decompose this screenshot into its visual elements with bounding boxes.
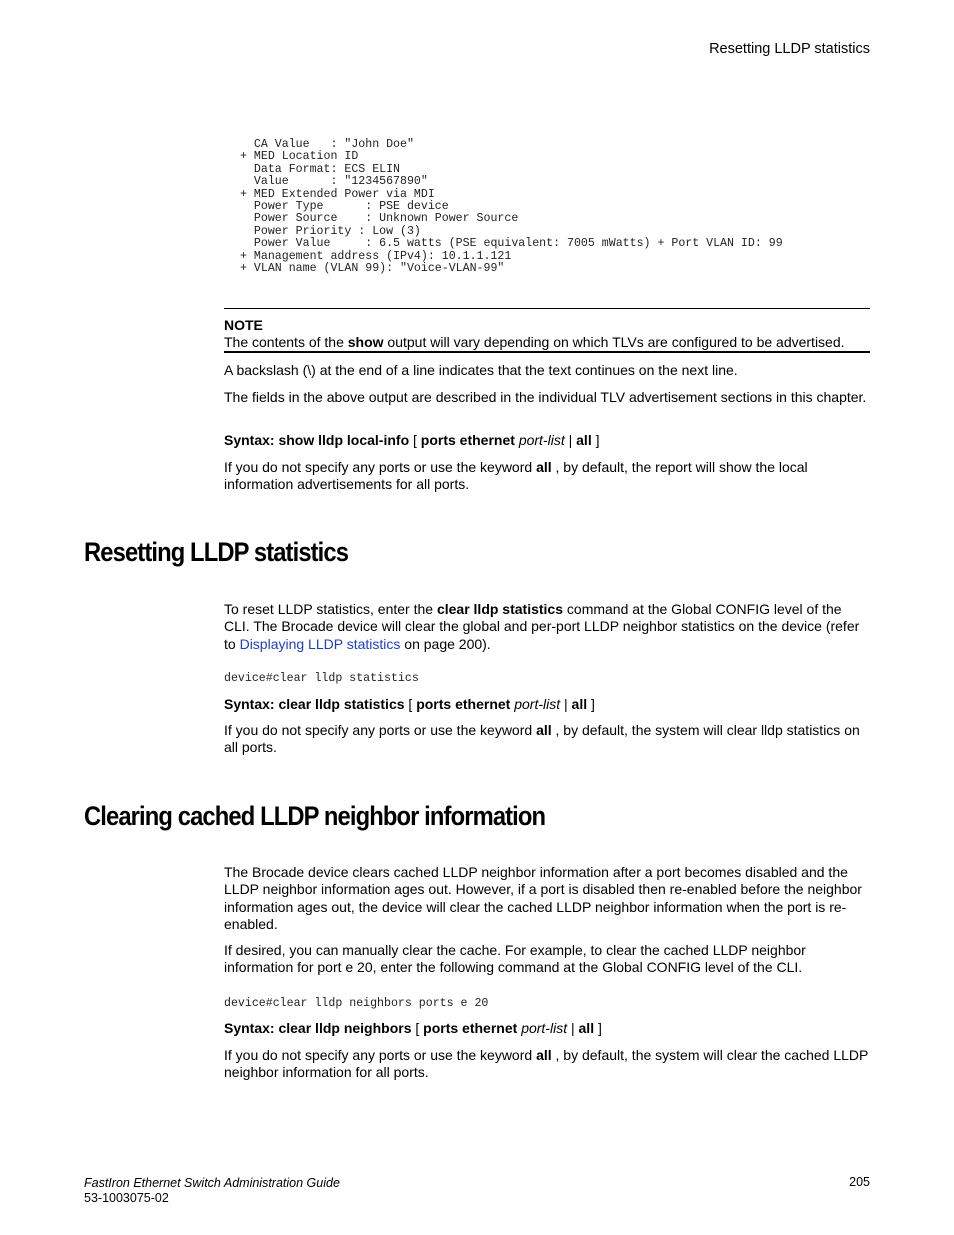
paragraph: If you do not specify any ports or use the keyword all , by default, the report will show the local information advertisements for all ports.	[224, 459, 808, 493]
running-header: Resetting LLDP statistics	[709, 41, 870, 57]
cross-reference-link[interactable]: Displaying LLDP statistics	[239, 635, 401, 652]
syntax-line: Syntax: show lldp local-info [ ports ethernet port-list | all ]	[224, 432, 600, 448]
code-line: + VLAN name (VLAN 99): "Voice-VLAN-99"	[240, 262, 505, 276]
code-line: Value : "1234567890"	[240, 175, 428, 189]
code-line: Power Priority : Low (3)	[240, 224, 421, 238]
code-block	[240, 139, 783, 275]
section-heading: Resetting LLDP statistics	[84, 537, 349, 567]
note-top-rule	[224, 308, 870, 309]
syntax-line: Syntax: clear lldp neighbors [ ports ethernet port-list | all ]	[224, 1020, 602, 1036]
paragraph: If you do not specify any ports or use the keyword all , by default, the system will clear lldp statistics on all ports.	[224, 722, 860, 756]
page-number: 205	[849, 1175, 870, 1189]
paragraph: The fields in the above output are described in the individual TLV advertisement sections in this chapter.	[224, 389, 867, 405]
code-line: + MED Location ID	[240, 150, 359, 164]
code-line: Power Source : Unknown Power Source	[240, 212, 519, 226]
code-line: + Management address (IPv4): 10.1.1.121	[240, 249, 512, 263]
note-bottom-rule	[224, 351, 870, 353]
paragraph: To reset LLDP statistics, enter the clear lldp statistics command at the Global CONFIG level of the CLI. The Brocade device will clear the global and per-port LLDP neighbor statistics on the device (refer to Displaying LLDP statistics on page 200).	[224, 601, 860, 652]
code-line: CA Value : "John Doe"	[240, 138, 414, 151]
code-line: Power Type : PSE device	[240, 200, 449, 214]
command-example: device#clear lldp statistics	[224, 672, 419, 685]
syntax-line: Syntax: clear lldp statistics [ ports ethernet port-list | all ]	[224, 696, 595, 712]
note-text: The contents of the show output will vary depending on which TLVs are configured to be advertised.	[224, 334, 845, 350]
section-heading: Clearing cached LLDP neighbor information	[84, 801, 546, 831]
command-example: device#clear lldp neighbors ports e 20	[224, 997, 489, 1010]
footer-doc-id: 53-1003075-02	[84, 1191, 169, 1205]
paragraph: The Brocade device clears cached LLDP neighbor information after a port becomes disabled and the LLDP neighbor information ages out. However, if a port is disabled then re-enabled before the neighbor information ages out, the device will clear the cached LLDP neighbor information when the port is re-enabled.	[224, 864, 862, 933]
footer-guide-title: FastIron Ethernet Switch Administration Guide	[84, 1176, 340, 1190]
code-line: Data Format: ECS ELIN	[240, 162, 401, 176]
paragraph: If you do not specify any ports or use the keyword all , by default, the system will clear the cached LLDP neighbor information for all ports.	[224, 1047, 869, 1081]
code-line: + MED Extended Power via MDI	[240, 187, 435, 201]
note-title: NOTE	[224, 317, 263, 333]
paragraph: If desired, you can manually clear the cache. For example, to clear the cached LLDP neighbor information for port e 20, enter the following command at the Global CONFIG level of the CLI.	[224, 942, 806, 976]
paragraph: A backslash (\) at the end of a line indicates that the text continues on the next line.	[224, 362, 738, 378]
code-line: Power Value : 6.5 watts (PSE equivalent: 7005 mWatts) + Port VLAN ID: 99	[240, 237, 783, 251]
